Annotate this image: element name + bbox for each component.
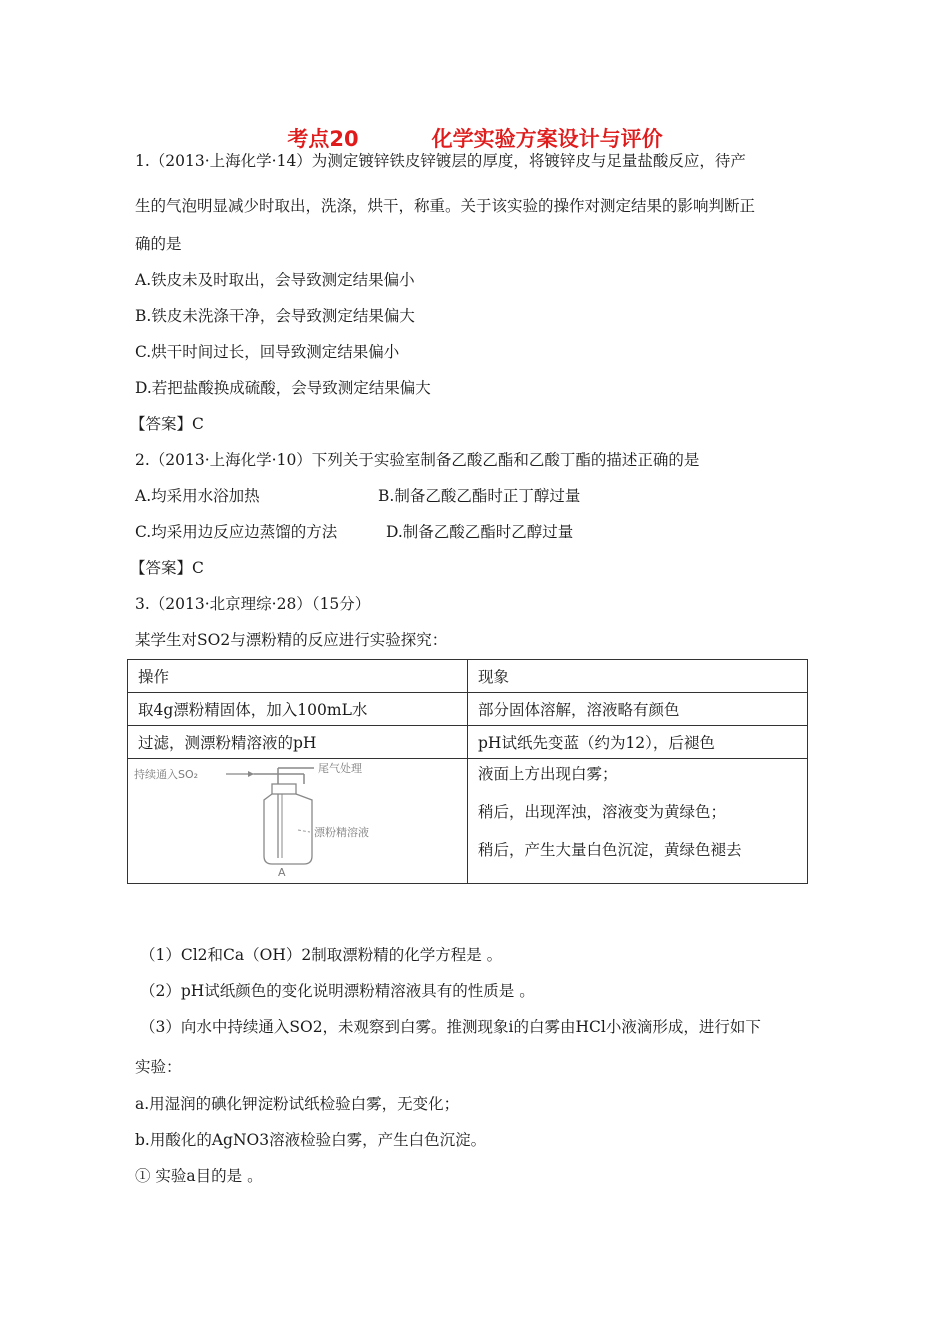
sketch-label-solution: 漂粉精溶液 (314, 826, 369, 839)
q2-line1: 2.（2013·上海化学·10）下列关于实验室制备乙酸乙酯和乙酸丁酯的描述正确的是 (135, 451, 700, 469)
q2-option-b: B.制备乙酸乙酯时正丁醇过量 (378, 487, 581, 505)
q3-part1: （1）Cl2和Ca（OH）2制取漂粉精的化学方程是 。 (140, 946, 503, 964)
table-row2-operation: 过滤，测漂粉精溶液的pH (128, 726, 468, 759)
q3-step-a: a.用湿润的碘化钾淀粉试纸检验白雾，无变化； (135, 1095, 460, 1113)
sketch-label-inlet: 持续通入SO₂ (134, 768, 199, 781)
q3-part2: （2）pH试纸颜色的变化说明漂粉精溶液具有的性质是 。 (140, 982, 535, 1000)
table-row2-phenomenon: pH试纸先变蓝（约为12），后褪色 (468, 726, 808, 759)
sketch-label-a: A (278, 866, 286, 878)
q3-part3-line1: （3）向水中持续通入SO2，未观察到白雾。推测现象i的白雾由HCl小液滴形成，进行如下 (140, 1018, 761, 1036)
q3-subq1: ① 实验a目的是 。 (135, 1167, 263, 1185)
phenomenon-line-2: 稍后，出现浑浊，溶液变为黄绿色； (478, 803, 727, 821)
q1-option-b: B.铁皮未洗涤干净，会导致测定结果偏大 (135, 307, 415, 325)
q2-answer: 【答案】C (130, 559, 204, 577)
q3-intro: 某学生对SO2与漂粉精的反应进行实验探究： (135, 631, 448, 649)
q2-option-c: C.均采用边反应边蒸馏的方法 (135, 523, 338, 541)
q1-option-c: C.烘干时间过长，回导致测定结果偏小 (135, 343, 400, 361)
q1-answer: 【答案】C (130, 415, 204, 433)
page-title: 考点20 化学实验方案设计与评价 (287, 127, 663, 151)
table-header-phenomenon: 现象 (468, 660, 808, 693)
experiment-table (127, 659, 808, 884)
q3-part3-line2: 实验： (135, 1058, 182, 1076)
gas-bottle-sketch (128, 760, 398, 878)
q1-option-a: A.铁皮未及时取出，会导致测定结果偏小 (135, 271, 415, 289)
q1-line3: 确的是 (135, 235, 182, 253)
q1-option-d: D.若把盐酸换成硫酸，会导致测定结果偏大 (135, 379, 431, 397)
phenomenon-line-1: 液面上方出现白雾； (478, 765, 618, 783)
q3-step-b: b.用酸化的AgNO3溶液检验白雾，产生白色沉淀。 (135, 1131, 487, 1149)
q1-line1: 1.（2013·上海化学·14）为测定镀锌铁皮锌镀层的厚度，将镀锌皮与足量盐酸反应，待产 (135, 152, 746, 170)
phenomenon-line-3: 稍后，产生大量白色沉淀，黄绿色褪去 (478, 841, 742, 859)
sketch-label-exhaust: 尾气处理 (318, 762, 362, 775)
apparatus-cell (128, 759, 468, 884)
apparatus-diagram (134, 762, 398, 878)
table-row3-phenomenon (468, 759, 808, 884)
q1-line2: 生的气泡明显减少时取出，洗涤，烘干，称重。关于该实验的操作对测定结果的影响判断正 (135, 197, 756, 215)
table-header-operation: 操作 (128, 660, 468, 693)
q2-option-d: D.制备乙酸乙酯时乙醇过量 (386, 523, 574, 541)
table-row1-operation: 取4g漂粉精固体，加入100mL水 (128, 693, 468, 726)
table-row1-phenomenon: 部分固体溶解，溶液略有颜色 (468, 693, 808, 726)
q2-option-a: A.均采用水浴加热 (135, 487, 260, 505)
q3-line1: 3.（2013·北京理综·28）（15分） (135, 595, 371, 613)
